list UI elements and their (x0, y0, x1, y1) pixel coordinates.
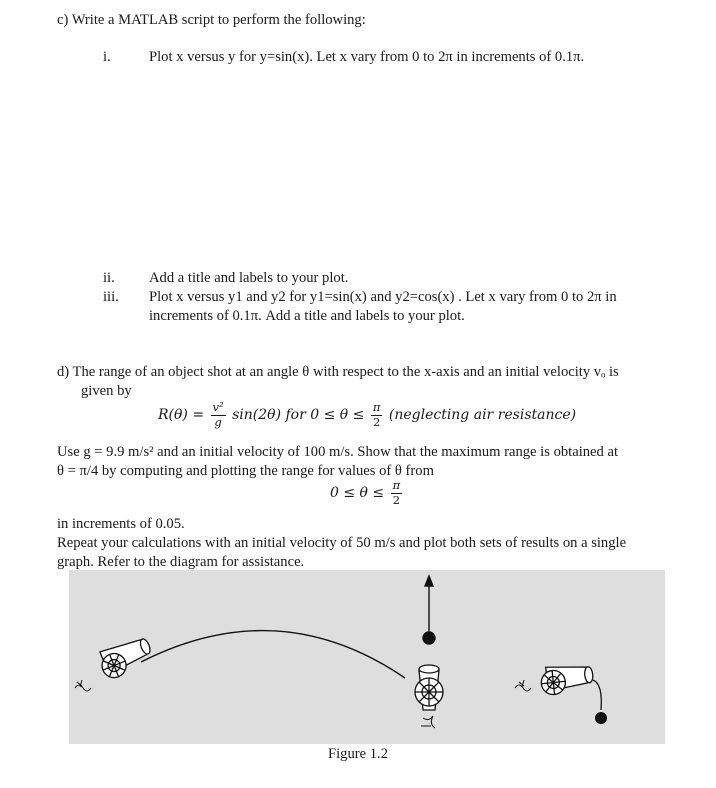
equation-two: 2 (372, 414, 381, 429)
equation-fraction-v2-g (211, 402, 226, 428)
fuse-right (515, 680, 531, 691)
cannon-right (540, 662, 595, 695)
up-arrow-icon (425, 576, 433, 586)
item-ii-text: Add a title and labels to your plot. (149, 270, 349, 286)
part-d-intro-line1: d) The range of an object shot at an angle θ with respect to the x-axis and an initial velocity vₒ is (57, 364, 619, 380)
part-d-intro-line2: given by (81, 383, 132, 399)
ball-right (595, 712, 607, 724)
range-two: 2 (392, 492, 401, 507)
trajectory-arc (141, 631, 405, 678)
repeat-line1: Repeat your calculations with an initial velocity of 50 m/s and plot both sets of results on a single (57, 535, 627, 551)
range-fraction (391, 480, 403, 506)
item-iii-line2: increments of 0.1π. Add a title and labels to your plot. (149, 308, 465, 324)
equation-tail: (neglecting air resistance) (388, 407, 577, 423)
use-line2: θ = π/4 by computing and plotting the range for values of θ from (57, 463, 434, 479)
equation-middle: sin(2θ) for 0 ≤ θ ≤ (232, 407, 365, 423)
item-iii-line1: Plot x versus y1 and y2 for y1=sin(x) and y2=cos(x) . Let x vary from 0 to 2π in (149, 289, 617, 305)
part-c-heading: c) Write a MATLAB script to perform the following: (57, 12, 366, 28)
item-i-number: i. (103, 49, 111, 65)
vertical-shot (423, 576, 435, 644)
use-line1: Use g = 9.9 m/s² and an initial velocity of 100 m/s. Show that the maximum range is obtained at (57, 444, 618, 460)
range-inequality (330, 480, 404, 506)
equation-denominator: g (214, 414, 222, 429)
item-i-text: Plot x versus y for y=sin(x). Let x vary from 0 to 2π in increments of 0.1π. (149, 49, 585, 65)
equation-lhs: R(θ) = (158, 407, 205, 423)
range-equation (158, 402, 576, 428)
range-left: 0 ≤ θ ≤ (330, 485, 385, 501)
range-pi: π (392, 478, 401, 492)
fuse-left (75, 680, 91, 691)
cannon-middle (415, 665, 443, 710)
item-ii-number: ii. (103, 270, 115, 286)
cannon-diagram (69, 570, 665, 744)
item-iii-number: iii. (103, 289, 119, 305)
repeat-line2: graph. Refer to the diagram for assistance. (57, 554, 305, 570)
figure-caption: Figure 1.2 (328, 746, 388, 762)
equation-fraction-pi-2 (371, 402, 383, 428)
increments-text: in increments of 0.05. (57, 516, 185, 532)
equation-numerator: v² (212, 400, 224, 414)
cannon-left (96, 634, 155, 681)
equation-pi: π (372, 400, 381, 414)
fuse-middle (421, 716, 435, 728)
drop-arc (593, 680, 601, 710)
ball-middle (423, 632, 435, 644)
figure-1-2 (69, 570, 665, 744)
